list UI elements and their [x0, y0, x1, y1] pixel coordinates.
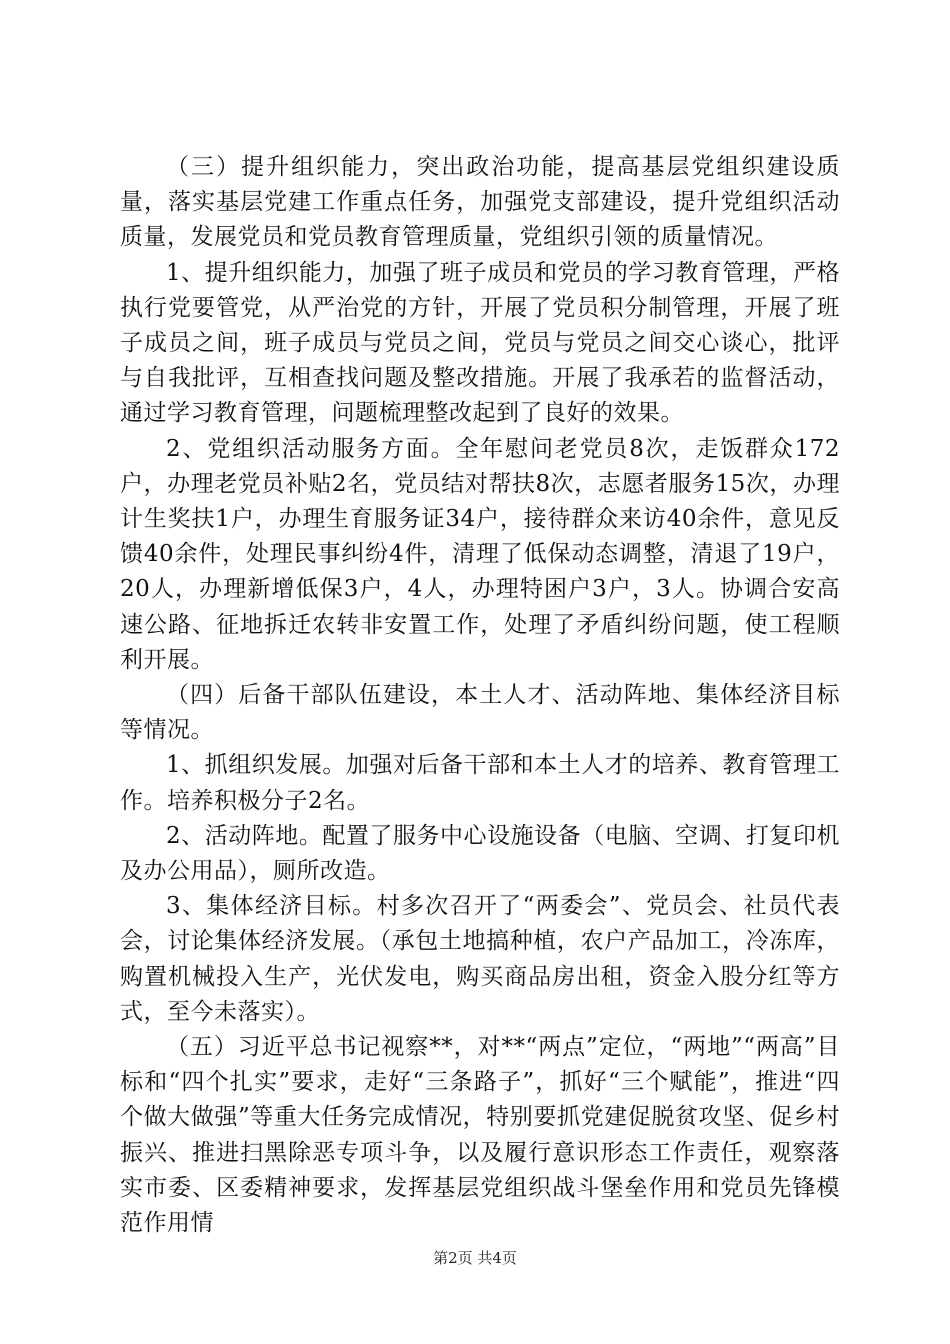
- page-number-footer: 第2页 共4页: [433, 1249, 517, 1267]
- document-body: [120, 150, 840, 1241]
- paragraph-item-3-collective-economy: 3、集体经济目标。村多次召开了“两委会”、党员会、社员代表会，讨论集体经济发展。（承包土地搞种植，农户产品加工，冷冻库，购置机械投入生产，光伏发电，购买商品房出租，资金入股分红等方式，至今未落实）。: [120, 893, 840, 1025]
- paragraph-section-3-heading: （三）提升组织能力，突出政治功能，提高基层党组织建设质量，落实基层党建工作重点任务，加强党支部建设，提升党组织活动质量，发展党员和党员教育管理质量，党组织引领的质量情况。: [120, 154, 840, 251]
- paragraph-section-4-heading: （四）后备干部队伍建设，本土人才、活动阵地、集体经济目标等情况。: [120, 682, 840, 744]
- paragraph-item-2-activity-service: 2、党组织活动服务方面。全年慰问老党员8次，走饭群众172户，办理老党员补贴2名，党员结对帮扶8次，志愿者服务15次，办理计生奖扶1户，办理生育服务证34户，接待群众来访40余件，意见反馈40余件，处理民事纠纷4件，清理了低保动态调整，清退了19户，20人，办理新增低保3户，4人，办理特困户3户，3人。协调合安高速公路、征地拆迁农转非安置工作，处理了矛盾纠纷问题，使工程顺利开展。: [120, 435, 840, 673]
- paragraph-item-1-organization-ability: 1、提升组织能力，加强了班子成员和党员的学习教育管理，严格执行党要管党，从严治党的方针，开展了党员积分制管理，开展了班子成员之间，班子成员与党员之间，党员与党员之间交心谈心，批评与自我批评，互相查找问题及整改措施。开展了我承若的监督活动，通过学习教育管理，问题梳理整改起到了良好的效果。: [120, 259, 840, 427]
- paragraph-item-2-activity-venue: 2、活动阵地。配置了服务中心设施设备（电脑、空调、打复印机及办公用品），厕所改造。: [120, 822, 840, 885]
- paragraph-item-1-organization-development: 1、抓组织发展。加强对后备干部和本土人才的培养、教育管理工作。培养积极分子2名。: [120, 752, 840, 814]
- paragraph-section-5-heading: （五）习近平总书记视察**，对**“两点”定位，“两地”“两高”目标和“四个扎实”要求，走好“三条路子”，抓好“三个赋能”，推进“四个做大做强”等重大任务完成情况，特别要抓党建促脱贫攻坚、促乡村振兴、推进扫黑除恶专项斗争，以及履行意识形态工作责任，观察落实市委、区委精神要求，发挥基层党组织战斗堡垒作用和党员先锋模范作用情: [120, 1034, 840, 1237]
